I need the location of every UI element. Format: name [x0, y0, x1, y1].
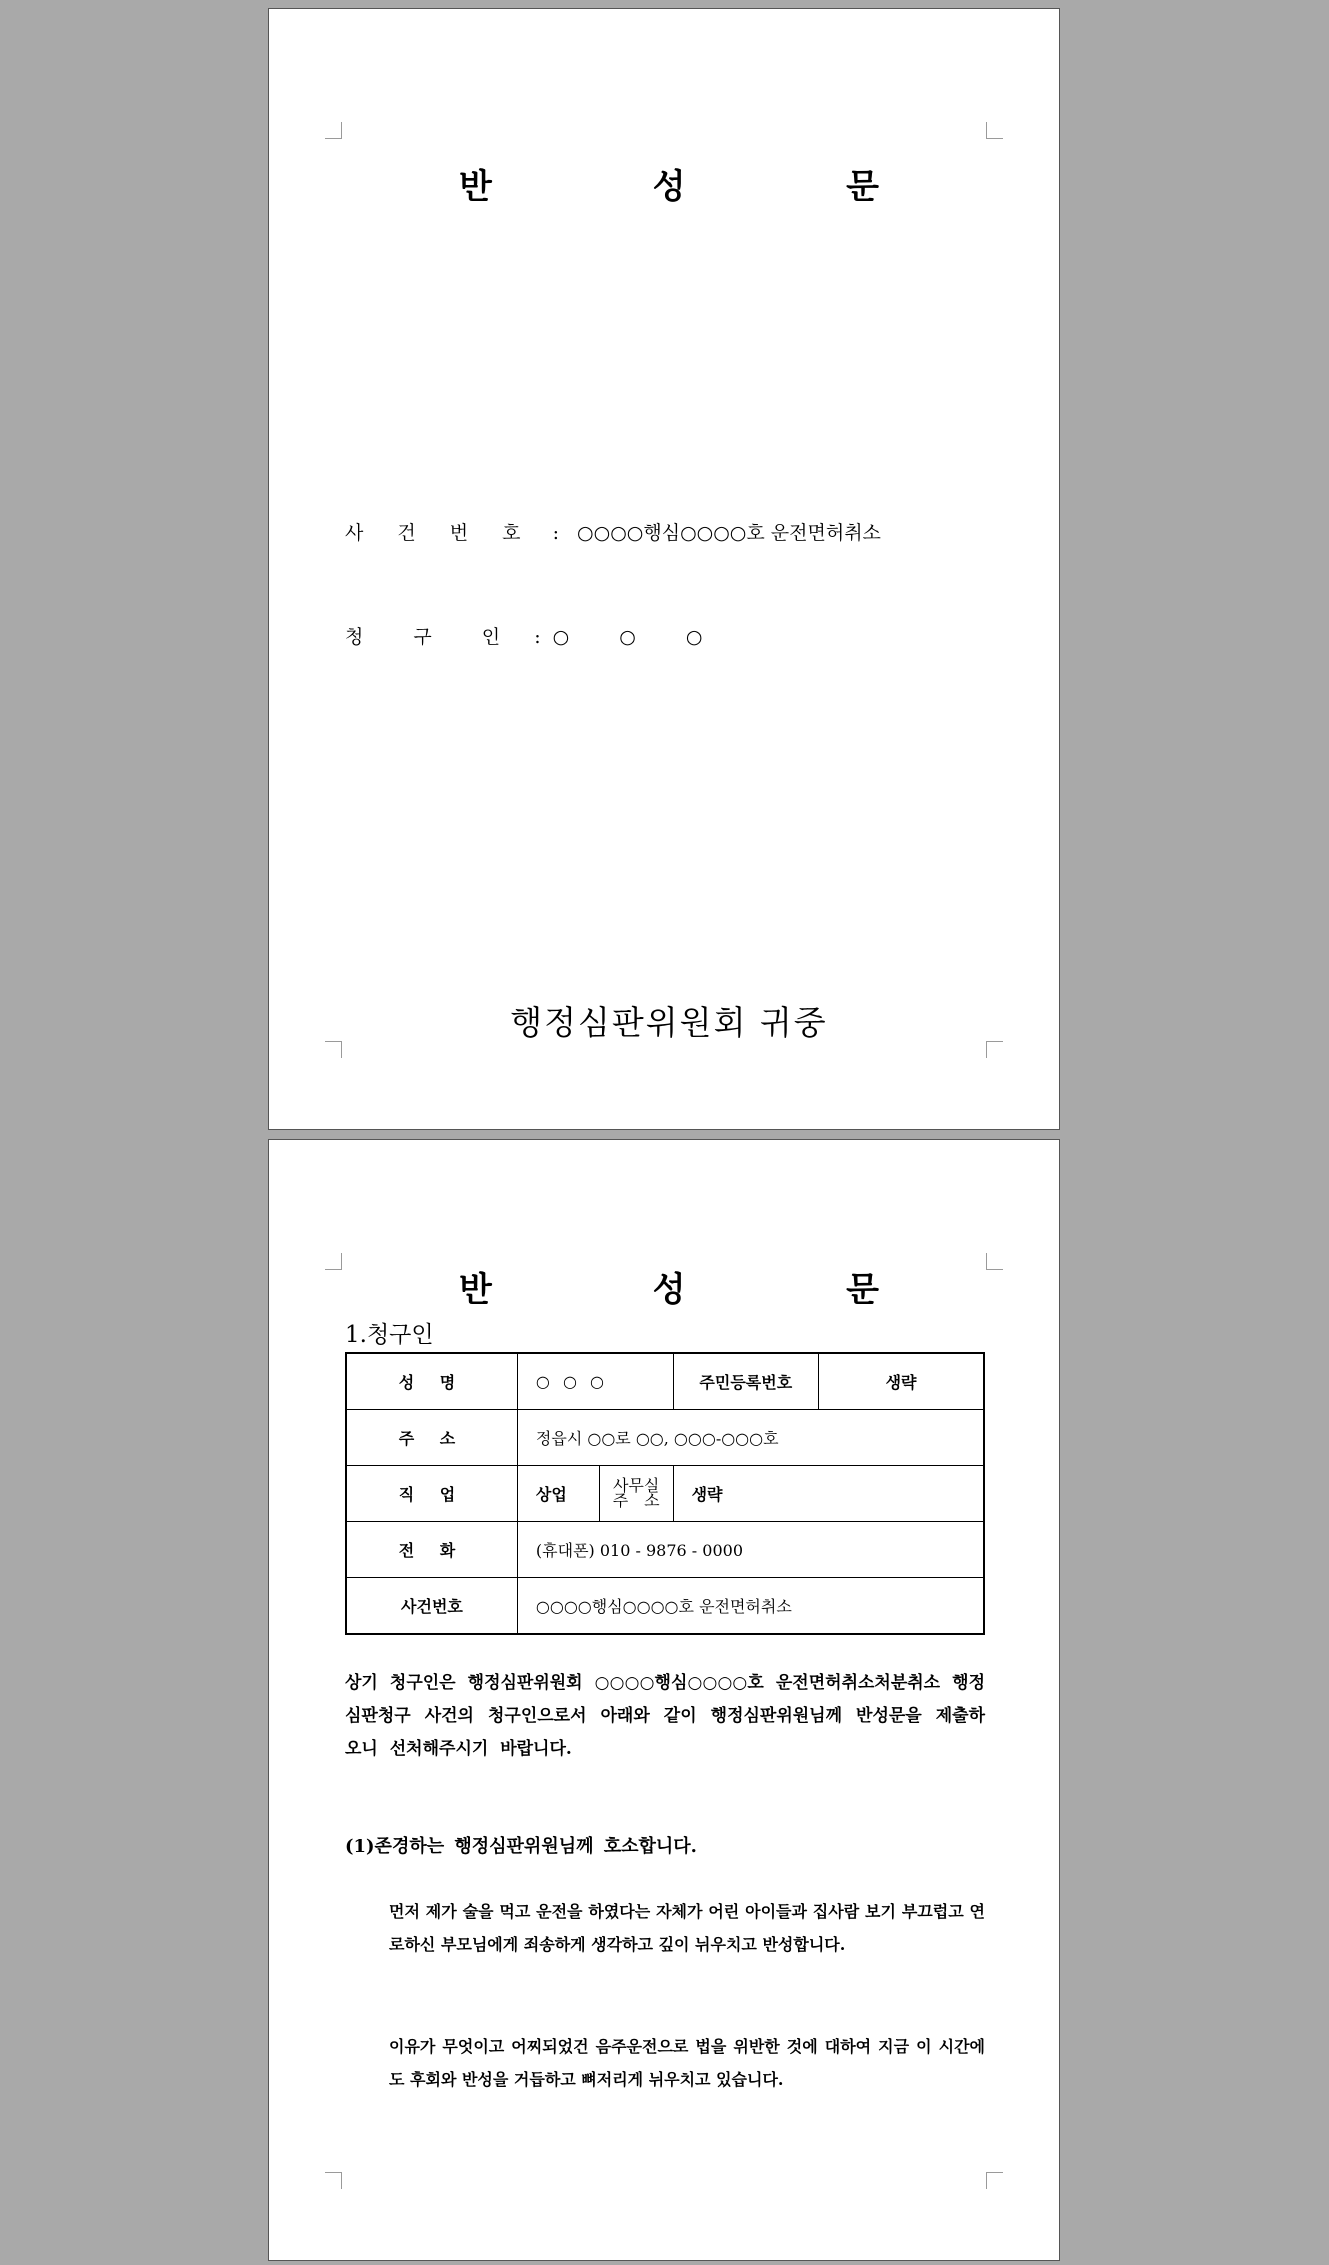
crop-mark-top-left: [325, 1253, 342, 1270]
job-value: 상업: [517, 1466, 599, 1522]
claimant-info-table: [345, 1352, 985, 1635]
table-row: [346, 1466, 984, 1522]
title-char: 문: [846, 1270, 879, 1310]
crop-mark-bottom-left: [325, 1041, 342, 1058]
case-number-label: 사건번호: [346, 1578, 517, 1635]
title-char: 성: [652, 1270, 686, 1310]
crop-mark-bottom-right: [986, 2172, 1003, 2189]
case-number-line: [345, 518, 881, 545]
claimant-value: ○ ○ ○: [552, 626, 707, 648]
title-char: 성: [652, 167, 686, 207]
page-title: [459, 159, 879, 208]
name-label: 성 명: [346, 1353, 517, 1410]
crop-mark-top-right: [986, 122, 1003, 139]
crop-mark-bottom-left: [325, 2172, 342, 2189]
case-number-label: 사 건 번 호: [345, 522, 535, 544]
intro-paragraph: 상기 청구인은 행정심판위원회 ○○○○행심○○○○호 운전면허취소처분취소 행정심판청구 사건의 청구인으로서 아래와 같이 행정심판위원님께 반성문을 제출하오니 선처해주시기 바랍니다.: [345, 1673, 985, 1759]
page-title: [459, 1262, 879, 1311]
crop-mark-top-right: [986, 1253, 1003, 1270]
crop-mark-top-left: [325, 122, 342, 139]
office-label-top: 사무실: [612, 1475, 660, 1495]
phone-label: 전 화: [346, 1522, 517, 1578]
title-char: 문: [846, 167, 879, 207]
case-number-colon: :: [552, 522, 559, 544]
body-paragraph: 이유가 무엇이고 어찌되었건 음주운전으로 법을 위반한 것에 대하여 지금 이 시간에도 후회와 반성을 거듭하고 뼈저리게 뉘우치고 있습니다.: [389, 2037, 985, 2089]
case-number-value: ○○○○행심○○○○호 운전면허취소: [577, 522, 881, 544]
claimant-label: 청 구 인: [345, 626, 523, 648]
office-address-label: [599, 1466, 673, 1522]
office-label-bottom: 주 소: [612, 1490, 660, 1510]
addressee-footer: 행정심판위원회 귀중: [510, 1003, 828, 1042]
claimant-line: [345, 622, 706, 649]
title-char: 반: [459, 1270, 492, 1310]
subsection-heading: (1)존경하는 행정심판위원님께 호소합니다.: [345, 1836, 697, 1857]
table-row: [346, 1522, 984, 1578]
document-page-1: [268, 8, 1060, 1130]
table-row: [346, 1578, 984, 1635]
name-value: ○ ○ ○: [517, 1353, 673, 1410]
table-row: [346, 1353, 984, 1410]
job-label: 직 업: [346, 1466, 517, 1522]
rrn-label: 주민등록번호: [673, 1353, 818, 1410]
section-heading-claimant: 1.청구인: [345, 1322, 434, 1348]
body-paragraph: 먼저 제가 술을 먹고 운전을 하였다는 자체가 어린 아이들과 집사람 보기 부끄럽고 연로하신 부모님에게 죄송하게 생각하고 깊이 뉘우치고 반성합니다.: [389, 1902, 985, 1954]
address-label: 주 소: [346, 1410, 517, 1466]
office-address-value: 생략: [673, 1466, 984, 1522]
table-row: [346, 1410, 984, 1466]
claimant-colon: :: [534, 626, 541, 648]
phone-value: (휴대폰) 010 - 9876 - 0000: [517, 1522, 984, 1578]
document-page-2: [268, 1139, 1060, 2261]
address-value: 정읍시 ○○로 ○○, ○○○-○○○호: [517, 1410, 984, 1466]
rrn-value: 생략: [819, 1353, 984, 1410]
case-number-value: ○○○○행심○○○○호 운전면허취소: [517, 1578, 984, 1635]
title-char: 반: [459, 167, 492, 207]
crop-mark-bottom-right: [986, 1041, 1003, 1058]
